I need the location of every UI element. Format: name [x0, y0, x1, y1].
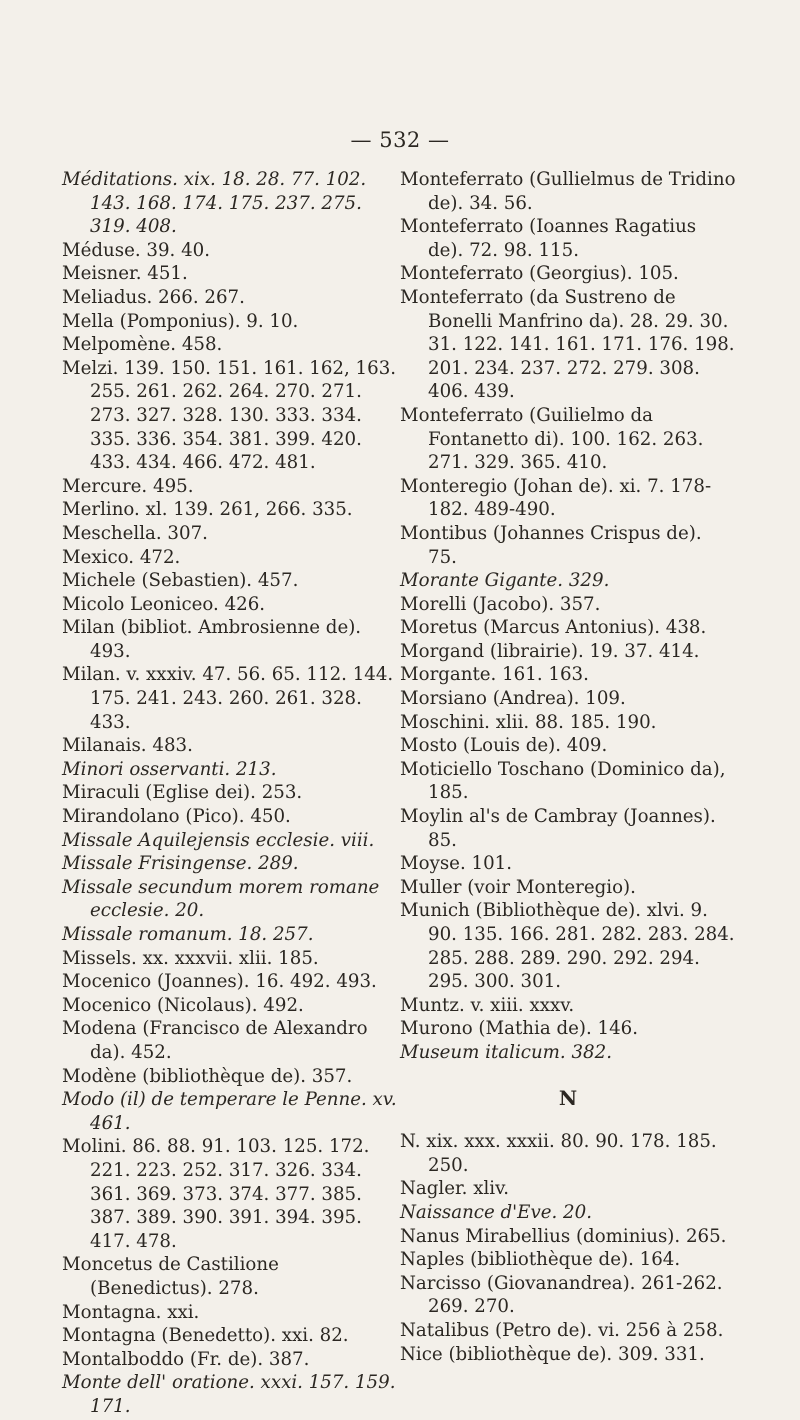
index-entry: Méditations. xix. 18. 28. 77. 102. 143. 168. 174. 175. 237. 275. 319. 408. — [62, 169, 367, 238]
index-entry: Mexico. 472. — [62, 546, 181, 568]
index-entry: Modena (Francisco de Alexandro da). 452. — [62, 1018, 368, 1063]
index-entry: Meliadus. 266. 267. — [62, 286, 245, 308]
index-entry: Nice (bibliothèque de). 309. 331. — [400, 1343, 705, 1365]
index-entry: Michele (Sebastien). 457. — [62, 570, 299, 592]
index-entry: Miraculi (Eglise dei). 253. — [62, 782, 303, 804]
index-entry: Monteregio (Johan de). xi. 7. 178-182. 489-490. — [400, 475, 712, 521]
index-entry: Mocenico (Joannes). 16. 492. 493. — [62, 971, 377, 993]
index-entry: Mella (Pomponius). 9. 10. — [62, 310, 299, 332]
index-entry: Mercure. 495. — [62, 475, 194, 497]
index-entry: Milanais. 483. — [62, 735, 193, 757]
index-entry: Milan (bibliot. Ambrosienne de). 493. — [62, 617, 362, 662]
index-entry: Monteferrato (da Sustreno de Bonelli Manfrino da). 28. 29. 30. 31. 122. 141. 161. 171. 176. 198. 201. 234. 237. 272. 279. 308. 406. 439. — [400, 286, 735, 403]
index-entry: Melpomène. 458. — [62, 334, 223, 356]
index-entry: Narcisso (Giovanandrea). 261-262. 269. 270. — [400, 1272, 723, 1318]
left-column — [62, 168, 398, 1418]
index-entry: Muller (voir Monteregio). — [400, 876, 636, 898]
right-column-n-entries — [400, 1130, 736, 1366]
index-entry: Missale romanum. 18. 257. — [62, 924, 314, 945]
index-entry: Morante Gigante. 329. — [400, 570, 610, 592]
index-entry: Melzi. 139. 150. 151. 161. 162, 163. 255. 261. 262. 264. 270. 271. 273. 327. 328. 130. 333. 334. 335. 336. 354. 381. 399. 420. 433. 434. 466. 472. 481. — [62, 357, 397, 474]
index-entry: Nagler. xliv. — [400, 1178, 510, 1200]
index-entry: Micolo Leoniceo. 426. — [62, 593, 266, 615]
index-entry: Modo (il) de temperare le Penne. xv. 461. — [62, 1089, 397, 1134]
index-entry: Monteferrato (Georgius). 105. — [400, 263, 679, 285]
index-entry: Moticiello Toschano (Dominico da), 185. — [400, 758, 726, 804]
index-entry: Monte dell' oratione. xxxi. 157. 159. 171. — [62, 1372, 396, 1417]
index-entry: Missale secundum morem romane ecclesie. 20. — [62, 876, 380, 922]
right-column — [400, 168, 736, 1366]
index-entry: Minori osservanti. 213. — [62, 758, 277, 780]
right-column-m-entries — [400, 168, 736, 1065]
index-entry: Mirandolano (Pico). 450. — [62, 806, 291, 828]
index-entry: Moretus (Marcus Antonius). 438. — [400, 617, 707, 639]
index-entry: Natalibus (Petro de). vi. 256 à 258. — [400, 1319, 724, 1341]
index-entry: Merlino. xl. 139. 261, 266. 335. — [62, 499, 353, 521]
index-entry: Mosto (Louis de). 409. — [400, 735, 608, 757]
index-entry: Nanus Mirabellius (dominius). 265. — [400, 1225, 727, 1247]
index-entry: Monteferrato (Gullielmus de Tridino de). 34. 56. — [400, 169, 736, 214]
index-entry: Modène (bibliothèque de). 357. — [62, 1065, 353, 1087]
index-entry: Moschini. xlii. 88. 185. 190. — [400, 711, 657, 733]
index-entry: Missale Aquilejensis ecclesie. viii. — [62, 829, 375, 851]
section-letter-n: N — [558, 1085, 578, 1110]
index-entry: Mocenico (Nicolaus). 492. — [62, 994, 304, 1016]
index-entry: Museum italicum. 382. — [400, 1041, 612, 1063]
index-entry: Missale Frisingense. 289. — [62, 853, 299, 875]
index-entry: Molini. 86. 88. 91. 103. 125. 172. 221. 223. 252. 317. 326. 334. 361. 369. 373. 374. 377. 385. 387. 389. 390. 391. 394. 395. 417. 478. — [62, 1136, 370, 1252]
index-entry: Méduse. 39. 40. — [62, 239, 211, 261]
index-entry: Naples (bibliothèque de). 164. — [400, 1249, 681, 1271]
index-entry: Montibus (Johannes Crispus de). 75. — [400, 522, 702, 568]
index-entry: N. xix. xxx. xxxii. 80. 90. 178. 185. 250. — [400, 1131, 717, 1176]
index-entry: Munich (Bibliothèque de). xlvi. 9. 90. 135. 166. 281. 282. 283. 284. 285. 288. 289. 290. 292. 294. 295. 300. 301. — [400, 900, 735, 993]
index-entry: Montalboddo (Fr. de). 387. — [62, 1348, 310, 1370]
index-entry: Missels. xx. xxxvii. xlii. 185. — [62, 947, 319, 969]
index-entry: Moyse. 101. — [400, 853, 513, 875]
index-entry: Morgante. 161. 163. — [400, 664, 589, 686]
index-entry: Naissance d'Eve. 20. — [400, 1201, 592, 1223]
index-entry: Moncetus de Castilione (Benedictus). 278. — [62, 1254, 279, 1299]
index-entry: Moylin al's de Cambray (Joannes). 85. — [400, 806, 716, 851]
index-entry: Milan. v. xxxiv. 47. 56. 65. 112. 144. 175. 241. 243. 260. 261. 328. 433. — [62, 664, 394, 733]
index-entry: Monteferrato (Ioannes Ragatius de). 72. 98. 115. — [400, 216, 697, 261]
index-entry: Meschella. 307. — [62, 522, 208, 544]
index-entry: Meisner. 451. — [62, 263, 188, 285]
index-entry: Muntz. v. xiii. xxxv. — [400, 994, 575, 1016]
index-entry: Monteferrato (Guilielmo da Fontanetto di). 100. 162. 263. 271. 329. 365. 410. — [400, 404, 704, 474]
index-entry: Morsiano (Andrea). 109. — [400, 688, 626, 710]
page-number: — 532 — — [350, 128, 450, 152]
index-entry: Murono (Mathia de). 146. — [400, 1018, 639, 1040]
index-entry: Montagna. xxi. — [62, 1301, 200, 1323]
index-entry: Montagna (Benedetto). xxi. 82. — [62, 1325, 349, 1347]
index-entry: Morgand (librairie). 19. 37. 414. — [400, 640, 700, 662]
index-entry: Morelli (Jacobo). 357. — [400, 593, 601, 615]
